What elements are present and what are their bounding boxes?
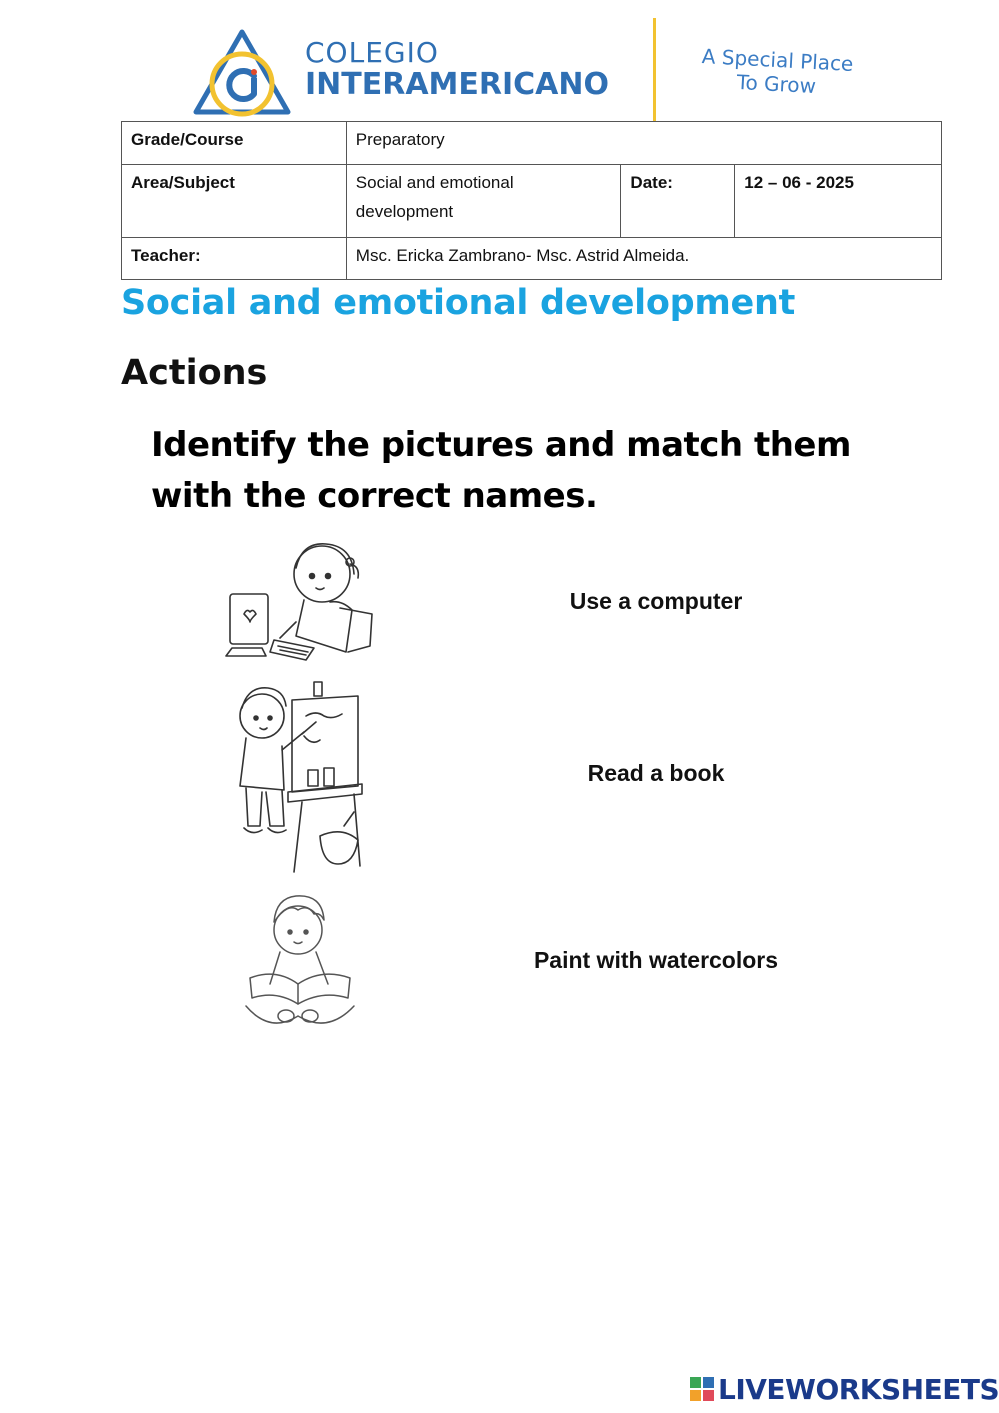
date-value: 12 – 06 - 2025 (735, 165, 942, 238)
subject-value: Social and emotional development (346, 165, 621, 238)
teacher-value: Msc. Ericka Zambrano- Msc. Astrid Almeida. (346, 238, 941, 280)
tagline-line1: A Special Place (701, 44, 854, 76)
info-table (121, 121, 942, 280)
name-use-a-computer[interactable]: Use a computer (569, 588, 743, 614)
instruction-text: Identify the pictures and match them with the correct names. (151, 425, 851, 516)
subject-label: Area/Subject (122, 165, 347, 238)
info-row-teacher (122, 238, 942, 280)
info-row-subject (122, 165, 942, 238)
school-name (305, 38, 609, 102)
girl-using-computer-icon[interactable] (222, 534, 377, 664)
school-name-line2: INTERAMERICANO (305, 67, 609, 102)
date-label: Date: (621, 165, 735, 238)
school-logo-icon (192, 28, 292, 118)
brand-text: LIVEWORKSHEETS (718, 1372, 999, 1406)
subject-title: Social and emotional development (121, 283, 796, 323)
name-read-a-book[interactable]: Read a book (587, 760, 725, 786)
grade-value: Preparatory (346, 122, 941, 165)
info-row-grade (122, 122, 942, 165)
section-title: Actions (121, 353, 268, 393)
logo-divider (653, 18, 656, 122)
boy-painting-icon[interactable] (232, 676, 367, 876)
name-paint-with-watercolors[interactable]: Paint with watercolors (533, 947, 779, 973)
boy-reading-book-icon[interactable] (240, 888, 360, 1033)
school-name-line1: COLEGIO (305, 36, 439, 69)
teacher-label: Teacher: (122, 238, 347, 280)
school-tagline (681, 43, 873, 101)
grade-label: Grade/Course (122, 122, 347, 165)
liveworksheets-logo-icon (690, 1377, 716, 1401)
liveworksheets-brand (690, 1372, 999, 1406)
tagline-line2: To Grow (736, 69, 817, 99)
